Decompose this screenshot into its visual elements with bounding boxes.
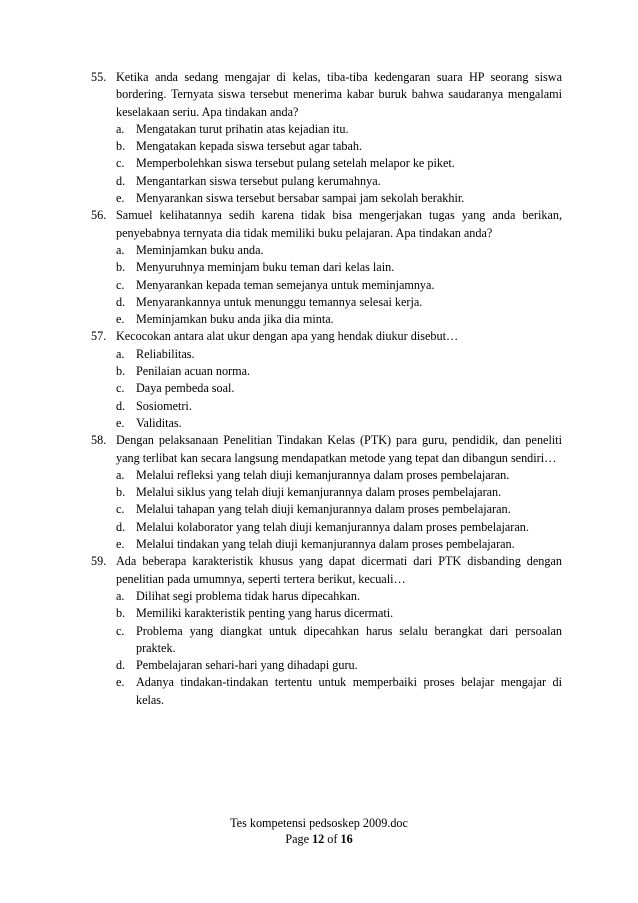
question-item (92, 207, 562, 328)
option-text: Mengantarkan siswa tersebut pulang kerumahnya. (136, 173, 381, 188)
page-current: 12 (312, 832, 325, 846)
option-text: Daya pembeda soal. (136, 381, 235, 396)
option-text: Meminjamkan buku anda. (136, 242, 264, 257)
option-letter: d. (116, 398, 126, 413)
question-stem: Kecocokan antara alat ukur dengan apa yang hendak diukur disebut… (116, 329, 459, 344)
option-letter: d. (116, 658, 126, 673)
option-text: Menyuruhnya meminjam buku teman dari kelas lain. (136, 260, 395, 275)
question-list (92, 69, 562, 709)
answer-option (116, 190, 562, 207)
option-letter: a. (116, 588, 125, 603)
option-text: Memperbolehkan siswa tersebut pulang setelah melapor ke piket. (136, 156, 455, 171)
question-item (92, 553, 562, 709)
option-text: Menyarankannya untuk menunggu temannya selesai kerja. (136, 294, 423, 309)
option-text: Menyarankan kepada teman semejanya untuk meminjamnya. (136, 277, 435, 292)
answer-option (116, 501, 562, 518)
option-text: Reliabilitas. (136, 346, 195, 361)
option-letter: c. (116, 381, 125, 396)
option-text: Melalui kolaborator yang telah diuji kemanjurannya dalam proses pembelajaran. (136, 519, 529, 534)
option-text: Penilaian acuan norma. (136, 364, 251, 379)
answer-option (116, 155, 562, 172)
answer-option (116, 173, 562, 190)
option-letter: a. (116, 242, 125, 257)
page-of: of (327, 832, 338, 846)
option-text: Melalui tahapan yang telah diuji kemanjurannya dalam proses pembelajaran. (136, 502, 511, 517)
footer-filename: Tes kompetensi pedsoskep 2009.doc (230, 816, 408, 830)
question-number: 57. (91, 329, 107, 344)
option-text: Menyarankan siswa tersebut bersabar sampai jam sekolah berakhir. (136, 191, 465, 206)
answer-option (116, 536, 562, 553)
answer-option (116, 605, 562, 622)
answer-option (116, 363, 562, 380)
option-text: Meminjamkan buku anda jika dia minta. (136, 312, 334, 327)
option-letter: d. (116, 519, 126, 534)
option-text: Sosiometri. (136, 398, 192, 413)
answer-option (116, 138, 562, 155)
page-label: Page (285, 832, 310, 846)
answer-option (116, 346, 562, 363)
option-letter: a. (116, 346, 125, 361)
option-text: Validitas. (136, 415, 182, 430)
option-letter: c. (116, 502, 125, 517)
answer-option (116, 657, 562, 674)
option-letter: e. (116, 312, 125, 327)
option-letter: d. (116, 294, 126, 309)
question-number: 55. (91, 70, 107, 84)
answer-option (116, 380, 562, 397)
option-letter: c. (116, 277, 125, 292)
question-item (92, 69, 562, 207)
option-letter: a. (116, 467, 125, 482)
answer-option (116, 259, 562, 276)
option-letter: d. (116, 173, 126, 188)
page-total: 16 (340, 832, 353, 846)
question-stem: Ada beberapa karakteristik khusus yang dapat dicermati dari PTK disbanding dengan penelitian pada umumnya, seperti tertera berikut, kecuali… (116, 554, 562, 586)
option-text: Pembelajaran sehari-hari yang dihadapi guru. (136, 658, 358, 673)
question-item (92, 432, 562, 553)
option-letter: e. (116, 191, 125, 206)
option-text: Mengatakan kepada siswa tersebut agar tabah. (136, 139, 363, 154)
option-letter: e. (116, 415, 125, 430)
option-text: Problema yang diangkat untuk dipecahkan harus selalu berangkat dari persoalan praktek. (136, 623, 562, 655)
option-text: Melalui tindakan yang telah diuji kemanjurannya dalam proses pembelajaran. (136, 537, 515, 552)
answer-option (116, 484, 562, 501)
option-letter: b. (116, 139, 126, 154)
answer-option (116, 294, 562, 311)
question-stem: Ketika anda sedang mengajar di kelas, tiba-tiba kedengaran suara HP seorang siswa bordering. Ternyata siswa tersebut menerima kabar buruk bahwa saudaranya mengalami keselakaan seriu. Apa tindakan anda? (116, 70, 562, 119)
option-letter: b. (116, 364, 126, 379)
answer-option (116, 467, 562, 484)
option-letter: c. (116, 156, 125, 171)
answer-option (116, 398, 562, 415)
option-letter: b. (116, 260, 126, 275)
question-number: 56. (91, 208, 107, 223)
option-letter: e. (116, 537, 125, 552)
answer-option (116, 311, 562, 328)
question-stem: Dengan pelaksanaan Penelitian Tindakan Kelas (PTK) para guru, pendidik, dan peneliti yang terlibat kan secara langsung mendapatkan metode yang tepat dan dibangun sendiri… (116, 433, 562, 465)
option-text: Melalui siklus yang telah diuji kemanjurannya dalam proses pembelajaran. (136, 485, 502, 500)
footer-page-number (0, 831, 638, 847)
question-stem: Samuel kelihatannya sedih karena tidak bisa mengerjakan tugas yang anda berikan, penyebabnya ternyata dia tidak memiliki buku pelajaran. Apa tindakan anda? (116, 208, 562, 240)
option-text: Dilihat segi problema tidak harus dipecahkan. (136, 588, 361, 603)
answer-option (116, 121, 562, 138)
question-item (92, 328, 562, 432)
page-footer (0, 815, 638, 847)
question-number: 59. (91, 554, 107, 569)
question-number: 58. (91, 433, 107, 448)
answer-option (116, 623, 562, 658)
option-letter: b. (116, 606, 126, 621)
option-letter: b. (116, 485, 126, 500)
answer-option (116, 588, 562, 605)
answer-option (116, 674, 562, 709)
answer-option (116, 277, 562, 294)
option-text: Adanya tindakan-tindakan tertentu untuk memperbaiki proses belajar mengajar di kelas. (136, 675, 562, 707)
answer-option (116, 519, 562, 536)
option-text: Memiliki karakteristik penting yang harus dicermati. (136, 606, 394, 621)
option-letter: e. (116, 675, 125, 690)
option-text: Mengatakan turut prihatin atas kejadian itu. (136, 121, 349, 136)
option-letter: a. (116, 121, 125, 136)
answer-option (116, 242, 562, 259)
option-letter: c. (116, 623, 125, 638)
answer-option (116, 415, 562, 432)
option-text: Melalui refleksi yang telah diuji kemanjurannya dalam proses pembelajaran. (136, 467, 510, 482)
